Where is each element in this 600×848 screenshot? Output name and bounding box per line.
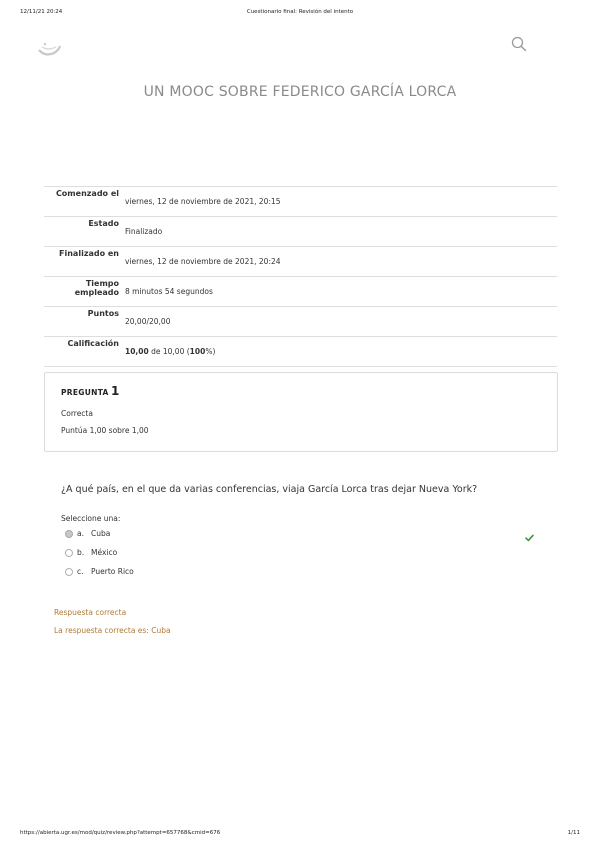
- grade-percent: 100: [189, 347, 206, 356]
- summary-value: 20,00/20,00: [125, 317, 171, 326]
- print-date: 12/11/21 20:24: [20, 9, 63, 15]
- summary-value: viernes, 12 de noviembre de 2021, 20:15: [125, 197, 281, 206]
- option-letter: a.: [77, 529, 84, 538]
- print-page-count: 1/11: [567, 830, 580, 836]
- summary-row-marks: [44, 307, 557, 337]
- feedback-right-answer: La respuesta correcta es: Cuba: [54, 626, 171, 635]
- question-label: PREGUNTA: [61, 388, 109, 397]
- answer-prompt: Seleccione una:: [61, 514, 121, 523]
- print-url: https://abierta.ugr.es/mod/quiz/review.php?attempt=657768&cmid=676: [20, 830, 221, 836]
- option-letter: b.: [77, 548, 85, 557]
- print-header: [0, 9, 600, 19]
- summary-row-time-taken: [44, 277, 557, 307]
- question-text: ¿A qué país, en el que da varias conferencias, viaja García Lorca tras dejar Nueva York?: [61, 484, 478, 495]
- summary-label: Calificación: [67, 339, 119, 348]
- question-state: Correcta: [61, 409, 93, 418]
- check-icon: [525, 527, 534, 535]
- summary-value: Finalizado: [125, 227, 163, 236]
- summary-row-finished: [44, 247, 557, 277]
- option-text: Cuba: [91, 529, 111, 538]
- attempt-summary-table: [44, 186, 557, 367]
- summary-row-state: [44, 217, 557, 247]
- summary-label: Puntos: [87, 309, 119, 318]
- summary-label: Tiempo empleado: [74, 279, 119, 297]
- summary-value: 8 minutos 54 segundos: [125, 287, 213, 296]
- summary-label: Estado: [88, 219, 119, 228]
- question-info-box: [44, 372, 558, 452]
- print-title: Cuestionario final: Revisión del intento: [246, 9, 354, 15]
- grade-score: 10,00: [125, 347, 149, 356]
- radio-button-selected[interactable]: [65, 530, 73, 538]
- summary-row-started: [44, 187, 557, 217]
- grade-out-of: de 10,00 (: [148, 347, 190, 356]
- question-number: 1: [111, 384, 120, 398]
- option-letter: c.: [77, 567, 84, 576]
- option-text: Puerto Rico: [91, 567, 134, 576]
- summary-row-grade: [44, 337, 557, 367]
- summary-label: Finalizado en: [59, 249, 119, 258]
- question-grade: Puntúa 1,00 sobre 1,00: [61, 426, 149, 435]
- ugr-logo-icon[interactable]: [36, 36, 62, 58]
- radio-button[interactable]: [65, 568, 73, 576]
- summary-label: Comenzado el: [55, 189, 119, 198]
- grade-percent-end: %): [205, 347, 216, 356]
- feedback-outcome: Respuesta correcta: [54, 608, 127, 617]
- option-text: México: [91, 548, 118, 557]
- summary-value: viernes, 12 de noviembre de 2021, 20:24: [125, 257, 281, 266]
- summary-value: [125, 347, 215, 356]
- search-icon[interactable]: [511, 36, 527, 52]
- radio-button[interactable]: [65, 549, 73, 557]
- site-title[interactable]: UN MOOC SOBRE FEDERICO GARCÍA LORCA: [143, 84, 457, 100]
